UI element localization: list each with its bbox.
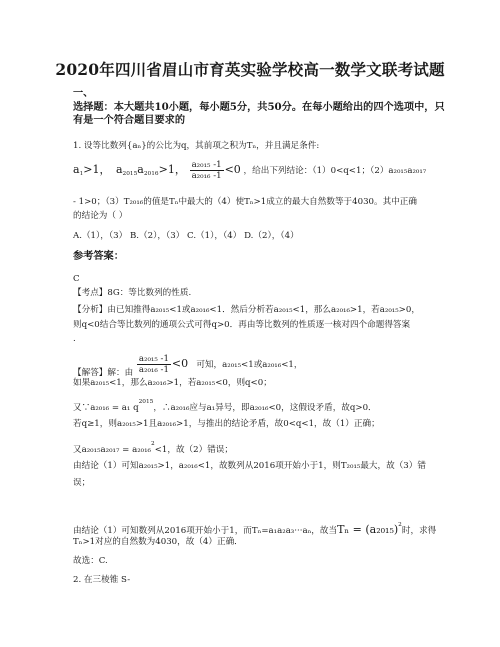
answer-letter: C	[73, 274, 80, 284]
question1-line4: 的结论为（ ）	[73, 211, 128, 221]
fenxi-line3: .	[73, 334, 76, 344]
kaodian-line: 【考点】8G：等比数列的性质.	[73, 288, 192, 298]
fenxi-line2: 则q<0结合等比数列的通项公式可得q>0．再由等比数列的性质逐一核对四个命题得答案	[73, 320, 411, 330]
jieda-tail: 可知，a₂₀₁₅<1或a₂₀₁₆<1，	[196, 360, 303, 370]
question1-options: A.（1），（3） B.（2），（3） C.（1），（4） D.（2），（4）	[73, 231, 299, 241]
wu-line: 误；	[73, 478, 91, 488]
you1-tail: ，∴a₂₀₁₆应与a₁异号，即a₂₀₁₆<0，这假设矛盾，故q>0．	[153, 403, 377, 413]
question1-conditions	[73, 160, 426, 181]
page-title: 2020年四川省眉山市育英实验学校高一数学文联考试题	[55, 60, 445, 79]
fenxi-line1: 【分析】由已知推得a₂₀₁₅<1或a₂₀₁₆<1．然后分析若a₂₀₁₅<1，那么a₂₀₁₆>1，若a₂₀₁₅>0，	[73, 305, 420, 315]
you2-line	[73, 439, 233, 456]
you2-equation: a₂₀₁₅a₂₀₁₇ = a₂₀₁₆$^2$	[81, 441, 155, 455]
jielun2-line	[73, 520, 436, 537]
guxuan-line: 故选：C.	[73, 556, 108, 566]
cond-fraction: $\frac{\text{a₂₀₁₅ -1}}{\text{a₂₀₁₆ -1}}$	[191, 160, 222, 181]
section-instruction-line1: 选择题：本大题共10小题，每小题5分，共50分。在每小题给出的四个选项中，只	[73, 101, 445, 113]
you1-head: 又∵	[73, 403, 91, 413]
you1-equation: a₂₀₁₆ = a₁ $q^{2015}$	[90, 399, 154, 413]
question2-stem: 2. 在三棱锥 S-	[73, 575, 131, 585]
section-instruction-line2: 有是一个符合题目要求的	[73, 114, 186, 126]
jieda-lt0: <0	[171, 357, 189, 370]
you2-tail: <1，故（2）错误；	[154, 445, 233, 455]
jielun2-equation: $T_n = (a_{2015})^2$	[337, 522, 402, 536]
question1-given: ，给出下列结论：（1）0<q<1；（2）a₂₀₁₅a₂₀₁₇	[243, 166, 427, 176]
tn-line: Tₙ>1对应的自然数为4030，故（4）正确．	[73, 537, 243, 547]
reference-answer-title: 参考答案：	[73, 250, 124, 262]
section-number: 一、	[73, 87, 94, 99]
question1-line3: - 1>0；（3）T₂₀₁₆的值是Tₙ中最大的（4）使Tₙ>1成立的最大自然数等于4030。其中正确	[73, 197, 417, 207]
cond-lt0: <0	[224, 163, 241, 176]
question1-stem: 1. 设等比数列{aₙ}的公比为q，其前项之积为Tₙ，并且满足条件:	[73, 141, 320, 151]
ruo-line: 若q≥1，则a₂₀₁₅>1且a₂₀₁₆>1，与推出的结论矛盾，故0<q<1，故（1）正确；	[73, 419, 380, 429]
jieda-fraction: $\frac{\text{a₂₀₁₅ -1}}{\text{a₂₀₁₆ -1}}$	[138, 354, 169, 375]
ruguo-line: 如果a₂₀₁₅<1，那么a₂₀₁₆>1，若a₂₀₁₅<0，则q<0；	[73, 378, 272, 388]
you1-line	[73, 397, 377, 414]
cond-a1: $a_1>1$，	[73, 163, 111, 177]
jielun1-line: 由结论（1）可知a₂₀₁₅>1，a₂₀₁₆<1，故数列从2016项开始小于1，则T₂₀₁₅最大，故（3）错	[73, 461, 426, 471]
cond-a2015-a2016: $a_{2015}a_{2016}>1$，	[115, 163, 186, 177]
you2-head: 又	[73, 445, 82, 455]
jielun2-text: 由结论（1）可知数列从2016项开始小于1，而Tₙ=a₁a₂a₃···aₙ，故当	[73, 526, 338, 536]
jielun2-tail: 时，求得	[401, 526, 437, 536]
jieda-label: 【解答】解：由	[73, 368, 134, 378]
